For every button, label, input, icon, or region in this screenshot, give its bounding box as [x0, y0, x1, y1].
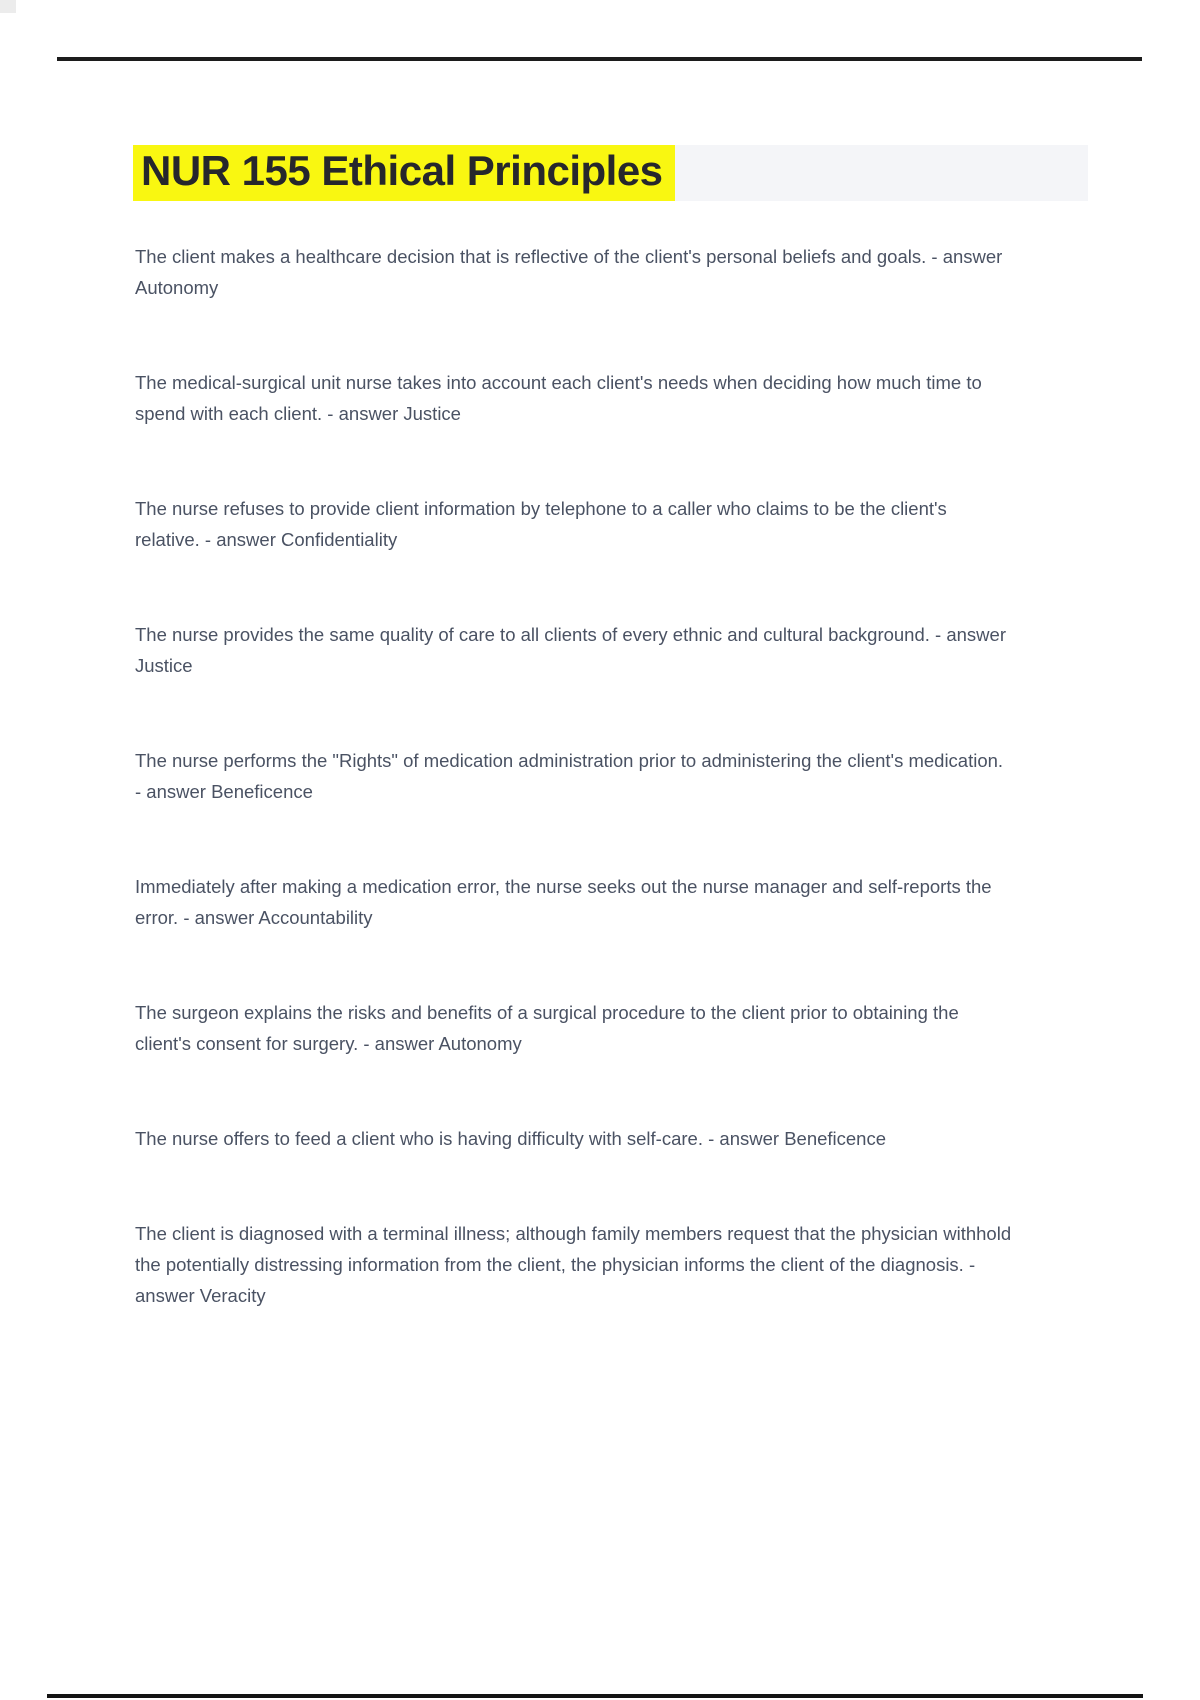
title-band — [133, 145, 1088, 201]
answer-separator: - answer — [135, 781, 212, 802]
page-title: NUR 155 Ethical Principles — [141, 147, 663, 194]
answer-text: Autonomy — [438, 1033, 522, 1054]
question-text: The surgeon explains the risks and benefits of a surgical procedure to the client prior to obtaining the client's consent for surgery. — [135, 1002, 959, 1054]
question-text: The nurse performs the "Rights" of medication administration prior to administering the client's medication. — [135, 750, 1004, 771]
answer-separator: - answer — [135, 1254, 976, 1306]
qa-item — [135, 493, 1013, 555]
bottom-rule — [47, 1694, 1143, 1698]
qa-item — [135, 367, 1013, 429]
qa-item — [135, 241, 1013, 303]
answer-text: Accountability — [258, 907, 373, 928]
qa-item — [135, 871, 1013, 933]
answer-text: Beneficence — [211, 781, 313, 802]
answer-text: Justice — [403, 403, 461, 424]
qa-item — [135, 1218, 1013, 1311]
answer-separator: - answer — [322, 403, 404, 424]
question-text: The client makes a healthcare decision that is reflective of the client's personal beliefs and goals. — [135, 246, 927, 267]
question-text: The client is diagnosed with a terminal illness; although family members request that the physician withhold the potentially distressing information from the client, the physician informs the client of the diagnosis. — [135, 1223, 1012, 1275]
answer-separator: - answer — [358, 1033, 439, 1054]
qa-item — [135, 1123, 1013, 1154]
answer-separator: - answer — [702, 1128, 785, 1149]
answer-text: Veracity — [199, 1285, 266, 1306]
question-text: The nurse offers to feed a client who is having difficulty with self-care. — [135, 1128, 703, 1149]
answer-text: Beneficence — [784, 1128, 887, 1149]
answer-separator: - answer — [926, 246, 1003, 267]
question-text: The medical-surgical unit nurse takes into account each client's needs when deciding how much time to spend with each client. — [135, 372, 982, 424]
qa-list — [135, 241, 1013, 1375]
title-highlight — [133, 145, 675, 201]
question-text: The nurse provides the same quality of care to all clients of every ethnic and cultural background. — [135, 624, 930, 645]
question-text: The nurse refuses to provide client information by telephone to a caller who claims to be the client's relative. — [135, 498, 947, 550]
qa-item — [135, 745, 1013, 807]
corner-artifact — [0, 0, 16, 13]
qa-item — [135, 997, 1013, 1059]
answer-text: Confidentiality — [281, 529, 398, 550]
answer-separator: - answer — [178, 907, 259, 928]
answer-separator: - answer — [929, 624, 1006, 645]
answer-text: Autonomy — [135, 277, 219, 298]
answer-text: Justice — [135, 655, 193, 676]
qa-item — [135, 619, 1013, 681]
answer-separator: - answer — [199, 529, 281, 550]
top-rule — [57, 57, 1142, 61]
question-text: Immediately after making a medication error, the nurse seeks out the nurse manager and self-reports the error. — [135, 876, 992, 928]
